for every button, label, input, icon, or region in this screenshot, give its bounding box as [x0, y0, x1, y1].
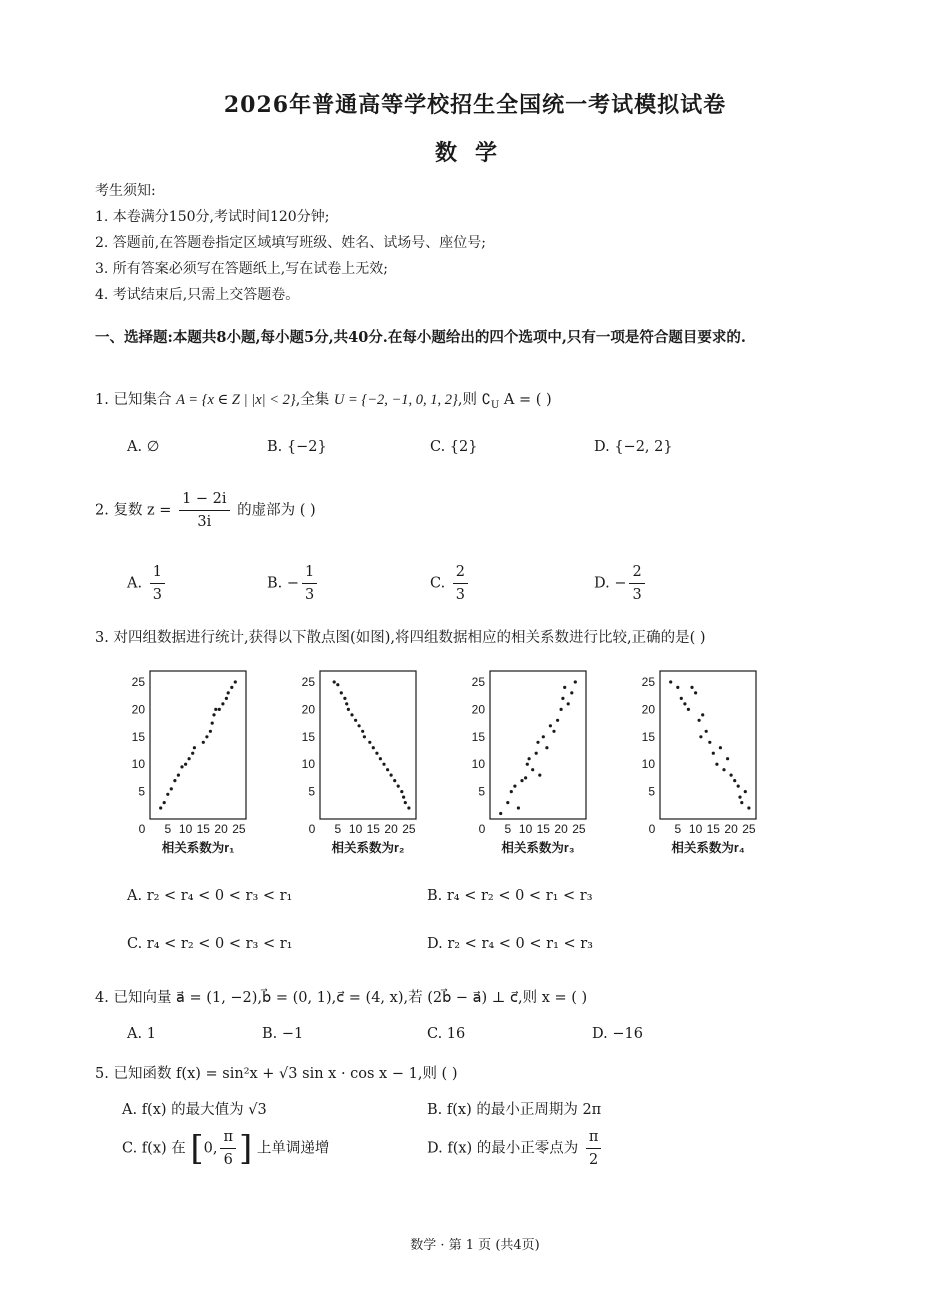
- scatter-point: [386, 768, 389, 771]
- q2-b-sign: −: [286, 575, 300, 592]
- scatter-point: [173, 779, 176, 782]
- q5-c-suffix: 上单调递增: [256, 1140, 330, 1157]
- x-tick-label: 25: [742, 822, 756, 836]
- scatter-point: [528, 757, 531, 760]
- y-tick-label: 10: [471, 757, 485, 772]
- q2-b-den: 3: [305, 587, 315, 603]
- q5-option-a[interactable]: A. f(x) 的最大值为 √3: [122, 1102, 267, 1118]
- scatter-point: [715, 763, 718, 766]
- scatter-point: [404, 801, 407, 804]
- notes-item: 2. 答题前,在答题卷指定区域填写班级、姓名、试场号、座位号;: [95, 235, 486, 251]
- q2-d-num: 2: [629, 563, 644, 584]
- q1-stem-mid: ,全集: [295, 392, 330, 408]
- scatter-point: [687, 708, 690, 711]
- scatter-point: [363, 735, 366, 738]
- scatter-point: [683, 702, 686, 705]
- q1-stem-start: 1. 已知集合: [95, 392, 172, 408]
- question-3-stem: 3. 对四组数据进行统计,获得以下散点图(如图),将四组数据相应的相关系数进行比较,正确的是( ): [95, 630, 706, 646]
- q2-d-den: 3: [632, 587, 642, 603]
- scatter-point: [212, 713, 215, 716]
- subject-title: 数学: [434, 140, 515, 166]
- q5-c-bracket-left: [: [190, 1128, 204, 1169]
- q2-denominator: 3i: [197, 514, 212, 530]
- x-tick-label: 20: [384, 822, 398, 836]
- scatter-point: [699, 735, 702, 738]
- q2-numerator: 1 − 2i: [179, 490, 229, 511]
- question-1-stem: [95, 388, 552, 411]
- scatter-point: [556, 719, 559, 722]
- scatter-point: [520, 779, 523, 782]
- q5-c-num: π: [220, 1128, 236, 1149]
- scatter-point: [535, 752, 538, 755]
- q2-c-label: C.: [430, 575, 446, 592]
- q3-option-c[interactable]: C. r₄ < r₂ < 0 < r₃ < r₁: [127, 936, 293, 952]
- y-tick-label: 5: [308, 784, 315, 799]
- q2-a-num: 1: [150, 563, 165, 584]
- scatter-point: [191, 752, 194, 755]
- scatter-point: [712, 752, 715, 755]
- q2-c-den: 3: [455, 587, 466, 603]
- y-tick-label: 20: [641, 702, 655, 717]
- scatter-plot-r3: [462, 663, 602, 867]
- y-tick-label: 15: [641, 729, 655, 744]
- x-tick-label: 0: [478, 822, 486, 836]
- scatter-point: [193, 746, 196, 749]
- q2-option-c[interactable]: [430, 563, 471, 604]
- scatter-plot-r2: [292, 663, 432, 867]
- x-tick-label: 20: [554, 822, 568, 836]
- q5-c-frac: [220, 1128, 236, 1169]
- q5-option-b[interactable]: B. f(x) 的最小正周期为 2π: [427, 1102, 602, 1118]
- y-tick-label: 25: [301, 675, 315, 689]
- q5-c-interval-start: 0,: [203, 1140, 218, 1157]
- notes-heading: 考生须知:: [95, 183, 156, 199]
- scatter-point: [510, 790, 513, 793]
- scatter-point: [499, 812, 502, 815]
- x-tick-label: 0: [138, 822, 146, 836]
- scatter-point: [159, 806, 162, 809]
- q2-c-num: 2: [453, 563, 468, 584]
- scatter-point: [561, 697, 564, 700]
- scatter-svg-r3: [462, 663, 602, 863]
- y-tick-label: 25: [641, 675, 655, 689]
- scatter-svg-r4: [632, 663, 772, 863]
- scatter-point: [188, 757, 191, 760]
- x-tick-label: 25: [232, 822, 246, 836]
- scatter-point: [676, 686, 679, 689]
- x-tick-label: 10: [178, 822, 193, 836]
- q2-a-label: A.: [127, 575, 143, 592]
- scatter-point: [368, 741, 371, 744]
- paper-title: 2026年普通高等学校招生全国统一考试模拟试卷: [223, 92, 727, 118]
- y-tick-label: 5: [138, 784, 145, 799]
- x-tick-label: 10: [518, 822, 533, 836]
- scatter-point: [733, 779, 736, 782]
- question-5-stem: 5. 已知函数 f(x) = sin²x + √3 sin x · cos x − 1,则 ( ): [95, 1066, 458, 1082]
- scatter-point: [513, 785, 516, 788]
- scatter-point: [517, 806, 520, 809]
- q4-option-c[interactable]: C. 16: [427, 1026, 466, 1042]
- exam-notes: [95, 178, 486, 308]
- scatter-point: [209, 730, 212, 733]
- q1-set-u: U = {−2, −1, 0, 1, 2}: [333, 392, 458, 408]
- scatter-point: [567, 702, 570, 705]
- scatter-point: [375, 752, 378, 755]
- scatter-point: [184, 763, 187, 766]
- plot-frame: [660, 671, 756, 819]
- scatter-point: [506, 801, 509, 804]
- scatter-point: [738, 796, 741, 799]
- q1-option-b[interactable]: B. {−2}: [267, 439, 327, 455]
- scatter-point: [698, 719, 701, 722]
- q2-b-label: B.: [267, 575, 283, 592]
- q5-c-bracket-right: ]: [239, 1128, 253, 1169]
- scatter-point: [536, 741, 539, 744]
- scatter-point: [552, 730, 555, 733]
- scatter-point: [218, 708, 221, 711]
- scatter-point: [400, 790, 403, 793]
- q5-c-prefix: C. f(x) 在: [122, 1140, 186, 1157]
- q2-fraction: [179, 490, 229, 531]
- scatter-point: [336, 683, 339, 686]
- scatter-point: [180, 765, 183, 768]
- y-tick-label: 10: [301, 757, 315, 772]
- scatter-point: [382, 763, 385, 766]
- question-2-stem: [95, 490, 316, 531]
- x-tick-label: 10: [348, 822, 363, 836]
- x-tick-label: 15: [536, 822, 550, 836]
- scatter-point: [343, 697, 346, 700]
- y-tick-label: 25: [131, 675, 145, 689]
- notes-item: 1. 本卷满分150分,考试时间120分钟;: [95, 209, 330, 225]
- q2-stem-start: 2. 复数 z =: [95, 502, 172, 519]
- y-tick-label: 15: [301, 729, 315, 744]
- x-tick-label: 20: [724, 822, 738, 836]
- y-tick-label: 20: [131, 702, 145, 717]
- scatter-point: [340, 691, 343, 694]
- scatter-point: [379, 757, 382, 760]
- scatter-point: [524, 776, 527, 779]
- scatter-point: [531, 768, 534, 771]
- x-tick-label: 0: [308, 822, 316, 836]
- scatter-point: [740, 801, 743, 804]
- x-tick-label: 15: [196, 822, 210, 836]
- q2-b-frac: [302, 563, 317, 604]
- q5-option-d[interactable]: [427, 1128, 604, 1169]
- scatter-plot-r1: [122, 663, 262, 867]
- scatter-point: [163, 801, 166, 804]
- y-tick-label: 10: [641, 757, 655, 772]
- scatter-point: [354, 719, 357, 722]
- plot-caption: 相关系数为r₂: [331, 841, 405, 855]
- scatter-point: [230, 686, 233, 689]
- scatter-point: [170, 787, 173, 790]
- y-tick-label: 10: [131, 757, 145, 772]
- scatter-point: [669, 680, 672, 683]
- scatter-point: [393, 779, 396, 782]
- q1-complement-sub: U: [490, 399, 500, 411]
- x-tick-label: 25: [572, 822, 586, 836]
- q1-option-c[interactable]: C. {2}: [430, 439, 478, 455]
- scatter-svg-r2: [292, 663, 432, 863]
- x-tick-label: 5: [334, 822, 342, 836]
- scatter-point: [177, 774, 180, 777]
- q2-a-den: 3: [152, 587, 162, 603]
- y-tick-label: 15: [131, 729, 145, 744]
- scatter-point: [744, 790, 747, 793]
- plot-caption: 相关系数为r₃: [501, 841, 575, 855]
- q1-option-a[interactable]: A. ∅: [127, 439, 160, 455]
- scatter-point: [542, 735, 545, 738]
- scatter-point: [701, 713, 704, 716]
- scatter-point: [538, 774, 541, 777]
- scatter-point: [726, 757, 729, 760]
- q4-option-d[interactable]: D. −16: [592, 1026, 643, 1042]
- scatter-point: [350, 713, 353, 716]
- q5-d-frac: [586, 1128, 602, 1169]
- x-tick-label: 15: [706, 822, 720, 836]
- q3-option-d[interactable]: D. r₂ < r₄ < 0 < r₁ < r₃: [427, 936, 593, 952]
- notes-item: 3. 所有答案必须写在答题纸上,写在试卷上无效;: [95, 261, 388, 277]
- scatter-point: [560, 708, 563, 711]
- x-tick-label: 0: [648, 822, 656, 836]
- plot-frame: [320, 671, 416, 819]
- scatter-point: [347, 708, 350, 711]
- scatter-point: [574, 680, 577, 683]
- scatter-point: [211, 722, 214, 725]
- q2-a-frac: [150, 563, 165, 604]
- q2-c-frac: [453, 563, 468, 604]
- q5-d-den: 2: [589, 1152, 599, 1168]
- scatter-point: [202, 741, 205, 744]
- q2-d-frac: [629, 563, 644, 604]
- scatter-point: [390, 774, 393, 777]
- y-tick-label: 5: [648, 784, 655, 799]
- q2-option-b[interactable]: [267, 563, 320, 604]
- plot-caption: 相关系数为r₄: [671, 841, 745, 855]
- question-4-stem: 4. 已知向量 a⃗ = (1, −2),b⃗ = (0, 1),c⃗ = (4, x),若 (2b⃗ − a⃗) ⊥ c⃗,则 x = ( ): [95, 990, 588, 1006]
- scatter-point: [722, 768, 725, 771]
- scatter-point: [730, 774, 733, 777]
- scatter-point: [221, 702, 224, 705]
- scatter-plot-r4: [632, 663, 772, 867]
- scatter-point: [680, 697, 683, 700]
- scatter-point: [205, 735, 208, 738]
- q2-d-sign: −: [614, 575, 627, 592]
- scatter-point: [345, 702, 348, 705]
- scatter-point: [407, 806, 410, 809]
- scatter-point: [227, 691, 230, 694]
- x-tick-label: 5: [674, 822, 682, 836]
- q1-set-a: A = {x ∈ Z | |x| < 2}: [176, 392, 296, 408]
- q2-b-num: 1: [302, 563, 317, 584]
- scatter-point: [549, 724, 552, 727]
- scatter-point: [234, 680, 237, 683]
- q2-option-d[interactable]: [594, 563, 648, 604]
- scatter-point: [747, 806, 750, 809]
- plot-caption: 相关系数为r₁: [161, 841, 235, 855]
- q2-option-a[interactable]: [127, 563, 168, 604]
- q2-d-label: D.: [594, 575, 610, 592]
- x-tick-label: 25: [402, 822, 416, 836]
- section-heading: 一、选择题:本题共8小题,每小题5分,共40分.在每小题给出的四个选项中,只有一项是符合题目要求的.: [95, 329, 746, 346]
- x-tick-label: 15: [366, 822, 380, 836]
- scatter-point: [694, 691, 697, 694]
- x-tick-label: 5: [164, 822, 172, 836]
- y-tick-label: 5: [478, 784, 485, 799]
- q5-c-den: 6: [223, 1152, 233, 1168]
- scatter-point: [225, 697, 228, 700]
- q3-option-b[interactable]: B. r₄ < r₂ < 0 < r₁ < r₃: [427, 888, 593, 904]
- scatter-point: [358, 724, 361, 727]
- scatter-point: [214, 708, 217, 711]
- y-tick-label: 20: [471, 702, 485, 717]
- q1-stem-tail: A = ( ): [503, 392, 552, 408]
- scatter-point: [166, 793, 169, 796]
- x-tick-label: 20: [214, 822, 228, 836]
- y-tick-label: 15: [471, 729, 485, 744]
- q3-option-a[interactable]: A. r₂ < r₄ < 0 < r₃ < r₁: [127, 888, 293, 904]
- scatter-point: [545, 746, 548, 749]
- q1-stem-end: ,则 ∁: [457, 392, 491, 408]
- page-footer: 数学 · 第 1 页 (共4页): [410, 1238, 540, 1253]
- scatter-point: [397, 785, 400, 788]
- scatter-point: [361, 730, 364, 733]
- q5-option-c[interactable]: [122, 1128, 329, 1169]
- notes-item: 4. 考试结束后,只需上交答题卷。: [95, 287, 300, 303]
- scatter-svg-r1: [122, 663, 262, 863]
- scatter-point: [563, 686, 566, 689]
- scatter-point: [719, 746, 722, 749]
- q1-option-d[interactable]: D. {−2, 2}: [594, 439, 673, 455]
- q2-stem-end: 的虚部为 ( ): [237, 502, 316, 519]
- q5-d-num: π: [586, 1128, 602, 1149]
- x-tick-label: 5: [504, 822, 512, 836]
- q4-option-b[interactable]: B. −1: [262, 1026, 304, 1042]
- scatter-point: [570, 691, 573, 694]
- scatter-point: [333, 680, 336, 683]
- scatter-point: [526, 763, 529, 766]
- x-tick-label: 10: [688, 822, 703, 836]
- plot-frame: [150, 671, 246, 819]
- scatter-point: [737, 785, 740, 788]
- y-tick-label: 25: [471, 675, 485, 689]
- scatter-point: [402, 796, 405, 799]
- scatter-point: [372, 746, 375, 749]
- scatter-point: [690, 686, 693, 689]
- scatter-point: [705, 730, 708, 733]
- q4-option-a[interactable]: A. 1: [127, 1026, 156, 1042]
- q5-d-prefix: D. f(x) 的最小正零点为: [427, 1140, 579, 1157]
- y-tick-label: 20: [301, 702, 315, 717]
- scatter-point: [708, 741, 711, 744]
